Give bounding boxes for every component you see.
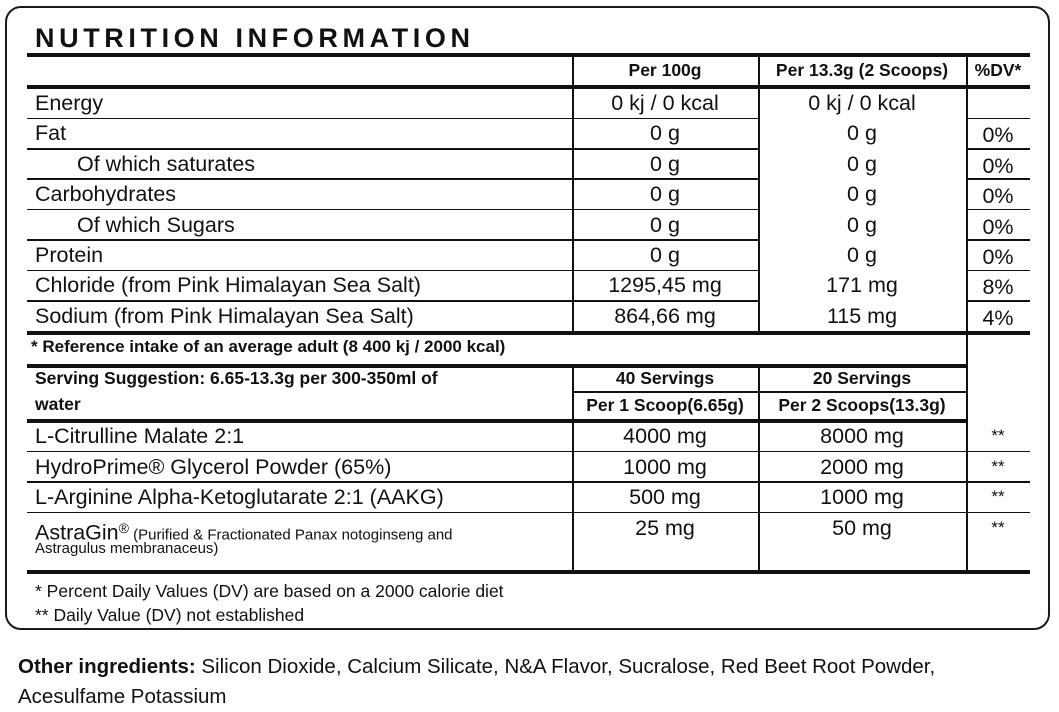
header-dv: %DV* — [974, 60, 1022, 80]
ingredient-amount-2-scoops: 8000 mg — [820, 424, 904, 448]
nutrient-per-serving: 0 g — [847, 121, 877, 146]
ingredient-dv: ** — [991, 487, 1005, 506]
nutrient-per-100g: 0 g — [650, 121, 680, 146]
column-divider — [758, 364, 760, 572]
ingredient-amount-2-scoops: 1000 mg — [820, 485, 904, 509]
astragin-detail-cont: Astragulus membranaceus) — [35, 539, 219, 557]
panel-title: NUTRITION INFORMATION — [35, 23, 475, 53]
nutrient-per-serving: 0 g — [847, 243, 877, 267]
column-divider — [758, 53, 760, 333]
nutrient-per-100g: 0 kj / 0 kcal — [611, 91, 719, 115]
nutrient-name: Energy — [35, 91, 104, 115]
nutrient-per-100g: 0 g — [650, 151, 680, 176]
column-divider — [572, 364, 574, 572]
astragin-dv: ** — [991, 517, 1005, 537]
ingredient-amount-1-scoop: 4000 mg — [623, 424, 707, 448]
serving-suggestion-cont: water — [35, 394, 81, 414]
serving-suggestion: Serving Suggestion: 6.65-13.3g per 300-350ml of — [35, 368, 438, 388]
row-divider — [966, 239, 1030, 241]
ingredient-dv: ** — [991, 456, 1005, 476]
nutrient-per-100g: 0 g — [650, 212, 680, 237]
nutrition-panel — [5, 6, 1050, 630]
footnote: * Percent Daily Values (DV) are based on a 2000 calorie diet — [35, 581, 504, 601]
ingredient-amount-1-scoop: 1000 mg — [623, 454, 707, 479]
nutrient-name: Chloride (from Pink Himalayan Sea Salt) — [35, 273, 421, 298]
ingredient-name: L-Arginine Alpha-Ketoglutarate 2:1 (AAKG) — [35, 485, 444, 509]
astragin-amount-1-scoop: 25 mg — [635, 515, 695, 540]
nutrient-per-serving: 0 g — [847, 182, 877, 207]
nutrient-name: Of which saturates — [77, 151, 256, 176]
nutrient-per-serving: 171 mg — [826, 273, 898, 298]
nutrient-per-100g: 1295,45 mg — [608, 273, 722, 298]
nutrient-per-serving: 0 g — [847, 151, 877, 176]
registered-mark: ® — [118, 519, 129, 536]
footnote: ** Daily Value (DV) not established — [35, 605, 305, 625]
nutrient-name: Of which Sugars — [77, 212, 235, 237]
nutrient-name: Carbohydrates — [35, 182, 177, 207]
other-ingredients-text: Silicon Dioxide, Calcium Silicate, N&A Flavor, Sucralose, Red Beet Root Powder, Acesulfame Potassium — [18, 655, 936, 708]
row-divider — [966, 148, 1030, 150]
nutrient-name: Sodium (from Pink Himalayan Sea Salt) — [35, 303, 414, 328]
column-divider — [572, 53, 574, 333]
table-bottom-rule — [27, 570, 1030, 574]
astragin-amount-2-scoops: 50 mg — [832, 515, 892, 540]
row-divider — [966, 118, 1030, 120]
header-per-serving: Per 13.3g (2 Scoops) — [775, 60, 949, 80]
ingredient-dv: ** — [991, 426, 1005, 445]
servings-40: 40 Servings — [615, 368, 715, 388]
per-1-scoop: Per 1 Scoop(6.65g) — [586, 395, 744, 415]
servings-20: 20 Servings — [812, 368, 912, 388]
nutrient-dv: 4% — [982, 305, 1014, 330]
nutrient-per-100g: 864,66 mg — [614, 303, 716, 328]
nutrient-dv: 0% — [982, 245, 1014, 269]
other-ingredients — [18, 652, 1018, 712]
header-per-100g: Per 100g — [628, 60, 702, 80]
nutrient-per-serving: 0 kj / 0 kcal — [808, 91, 916, 115]
ingredient-amount-2-scoops: 2000 mg — [820, 454, 904, 479]
nutrient-per-100g: 0 g — [650, 243, 680, 267]
nutrient-dv: 0% — [982, 184, 1014, 209]
row-divider — [966, 300, 1030, 302]
nutrient-name: Fat — [35, 121, 67, 146]
astragin-label: AstraGin — [35, 519, 119, 544]
ingredient-name: L-Citrulline Malate 2:1 — [35, 424, 245, 448]
nutrient-per-100g: 0 g — [650, 182, 680, 207]
nutrient-dv: 0% — [982, 123, 1014, 148]
row-divider — [966, 178, 1030, 180]
nutrient-per-serving: 0 g — [847, 212, 877, 237]
reference-note: * Reference intake of an average adult (8 400 kj / 2000 kcal) — [31, 337, 506, 357]
nutrient-dv: 0% — [982, 153, 1014, 178]
nutrient-dv: 8% — [982, 275, 1014, 300]
astragin-detail: (Purified & Fractionated Panax notoginseng and — [128, 525, 453, 543]
ingredient-amount-1-scoop: 500 mg — [629, 485, 701, 509]
column-divider — [966, 53, 968, 572]
row-divider — [966, 209, 1030, 211]
nutrient-name: Protein — [35, 243, 104, 267]
other-ingredients-label: Other ingredients: — [18, 655, 196, 678]
per-2-scoops: Per 2 Scoops(13.3g) — [778, 395, 946, 415]
nutrient-dv: 0% — [982, 214, 1014, 239]
ingredient-name: HydroPrime® Glycerol Powder (65%) — [35, 454, 392, 479]
row-divider — [966, 270, 1030, 272]
nutrient-per-serving: 115 mg — [826, 303, 898, 328]
